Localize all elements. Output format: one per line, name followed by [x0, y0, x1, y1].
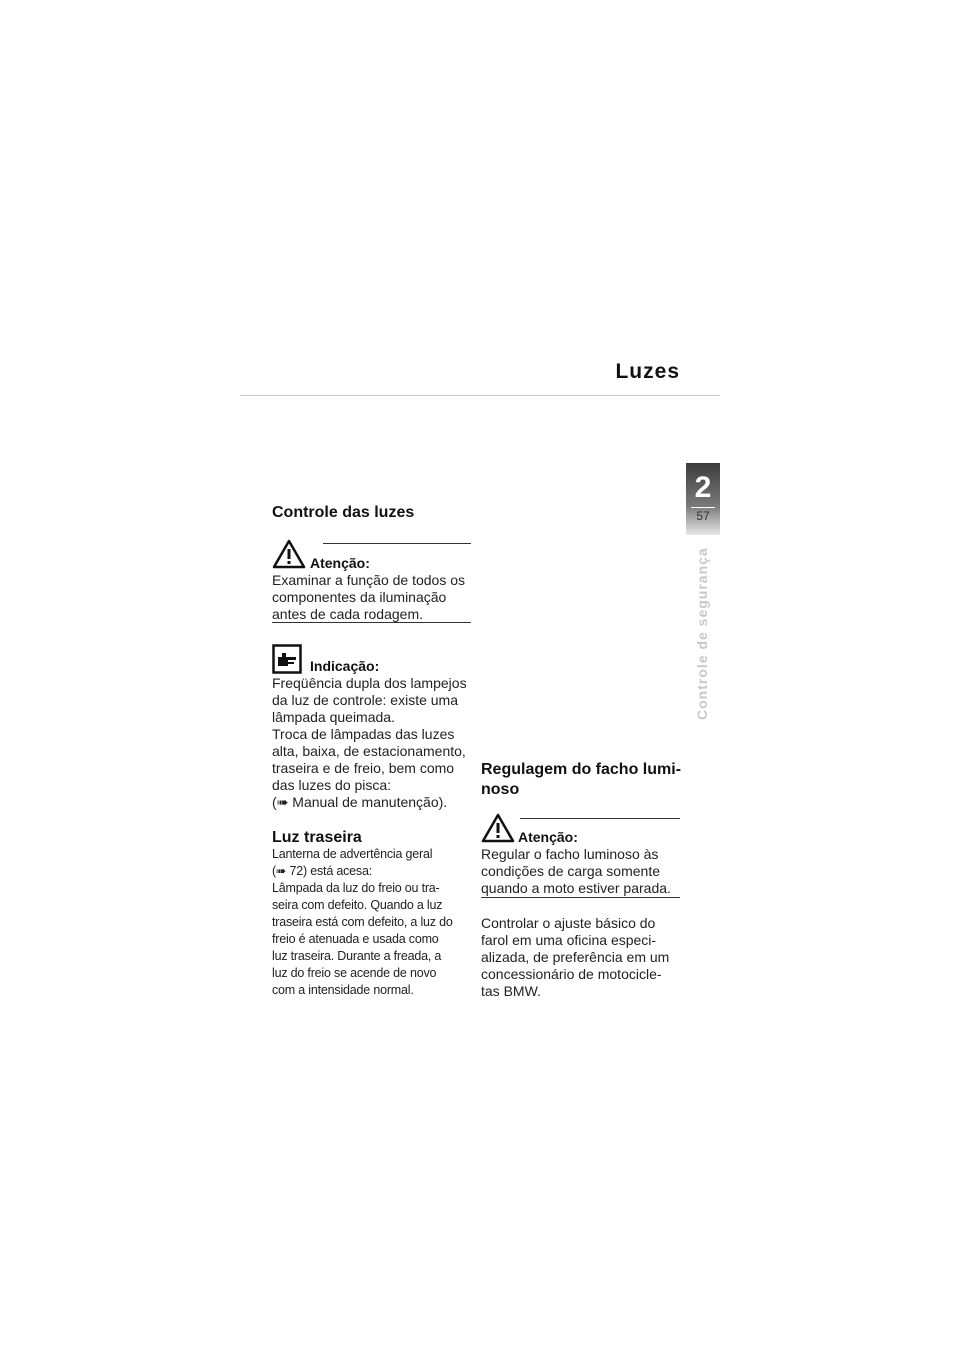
note-line: (➠ Manual de manutenção). [272, 794, 448, 810]
warning-text-2 [481, 846, 691, 897]
warning-line: componentes da iluminação [272, 589, 447, 605]
tail-light-line: luz traseira. Durante a freada, a [272, 949, 442, 963]
beam-adjust-text [481, 915, 691, 1000]
tail-light-line: seira com defeito. Quando a luz [272, 898, 443, 912]
warning-line: Examinar a função de todos os [272, 572, 466, 588]
warning-top-rule-2 [520, 818, 680, 819]
note-text [272, 675, 482, 811]
note-line: da luz de controle: existe uma [272, 692, 458, 708]
warning-text [272, 572, 482, 623]
tail-light-text [272, 846, 482, 999]
warning-line: antes de cada rodagem. [272, 606, 423, 622]
warning-line: Regular o facho luminoso às [481, 846, 659, 862]
note-line: Troca de lâmpadas das luzes [272, 726, 455, 742]
tail-light-line: freio é atenuada e usada como [272, 932, 439, 946]
warning-line: condições de carga somente [481, 863, 660, 879]
tail-light-line: com a intensidade normal. [272, 983, 414, 997]
note-line: Freqüência dupla dos lampejos [272, 675, 467, 691]
warning-label: Atenção: [310, 555, 370, 571]
tail-light-line: (➠ 72) está acesa: [272, 864, 372, 878]
heading-line: Regulagem do facho lumi- [481, 761, 682, 778]
beam-line: farol em uma oficina especi- [481, 932, 657, 948]
heading-tail-light: Luz traseira [272, 829, 362, 846]
beam-line: tas BMW. [481, 983, 541, 999]
note-line: lâmpada queimada. [272, 709, 395, 725]
warning-bottom-rule-2 [481, 897, 680, 898]
warning-bottom-rule [272, 622, 471, 623]
warning-icon [481, 813, 515, 843]
beam-line: Controlar o ajuste básico do [481, 915, 656, 931]
note-icon [272, 644, 302, 674]
beam-line: concessionário de motocicle- [481, 966, 662, 982]
tail-light-line: luz do freio se acende de novo [272, 966, 437, 980]
warning-top-rule [323, 543, 471, 544]
chapter-side-label: Controle de segurança [694, 547, 710, 720]
tail-light-line: Lâmpada da luz do freio ou tra- [272, 881, 440, 895]
heading-light-check: Controle das luzes [272, 504, 415, 521]
beam-line: alizada, de preferência em um [481, 949, 670, 965]
heading-line: noso [481, 781, 520, 798]
chapter-number: 2 [694, 471, 712, 504]
note-line: traseira e de freio, bem como [272, 760, 455, 776]
heading-beam-adjust [481, 760, 691, 800]
note-line: das luzes do pisca: [272, 777, 392, 793]
header-rule [240, 395, 720, 396]
warning-line: quando a moto estiver parada. [481, 880, 671, 896]
note-line: alta, baixa, de estacionamento, [272, 743, 466, 759]
note-label: Indicação: [310, 658, 380, 674]
warning-icon [272, 539, 306, 569]
page-title: Luzes [615, 360, 680, 383]
page-number: 57 [696, 509, 710, 523]
tail-light-line: traseira está com defeito, a luz do [272, 915, 453, 929]
tail-light-line: Lanterna de advertência geral [272, 847, 433, 861]
warning-label-2: Atenção: [518, 829, 578, 845]
